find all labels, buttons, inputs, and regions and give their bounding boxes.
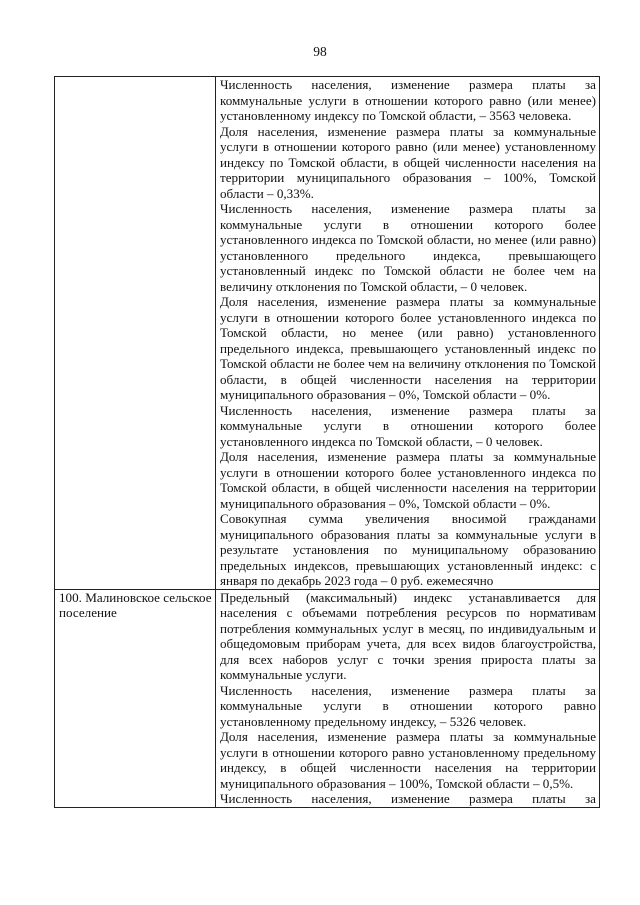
paragraph: Численность населения, изменение размера платы за коммунальные услуги в отношении которого равно установленному предельному индексу, – 5326 человек. xyxy=(220,682,596,729)
paragraph: Численность населения, изменение размера платы за коммунальные услуги в отношении которого более установленного индекса по Томской области, – 0 человек. xyxy=(220,402,596,449)
region-name-cell xyxy=(55,77,216,590)
document-table xyxy=(54,76,600,808)
paragraph: Доля населения, изменение размера платы за коммунальные услуги в отношении которого равно (или менее) установленному индексу по Томской области, в общей численности населения на территории муниципального образования – 100%, Томской области – 0,33%. xyxy=(220,123,596,201)
paragraph: Предельный (максимальный) индекс устанавливается для населения с объемами потребления ресурсов по нормативам потребления коммунальных услуг в месяц, по индивидуальным и общедомовым приборам учета, для всех видов благоустройства, для всех наборов услуг с точки зрения прироста платы за коммунальные услуги. xyxy=(220,589,596,682)
paragraph: Численность населения, изменение размера платы за коммунальные услуги в отношении которого более установленного индекса по Томской области, но менее (или равно) установленного предельного индекса, превышающего установленный индекс по Томской области не более чем на величину отклонения по Томской области, – 0 человек. xyxy=(220,201,596,294)
region-details-cell xyxy=(216,589,600,807)
table-row xyxy=(55,77,600,590)
paragraph: Доля населения, изменение размера платы за коммунальные услуги в отношении которого более установленного индекса по Томской области, в общей численности населения на территории муниципального образования – 0%, Томской области – 0%. xyxy=(220,449,596,511)
paragraph: Совокупная сумма увеличения вносимой гражданами муниципального образования платы за коммунальные услуги в результате установления по муниципальному образованию предельных индексов, превышающих установленный индекс: с января по декабрь 2023 года – 0 руб. ежемесячно xyxy=(220,511,596,588)
region-details-cell xyxy=(216,77,600,590)
page-number: 98 xyxy=(313,44,327,59)
paragraph: Доля населения, изменение размера платы за коммунальные услуги в отношении которого более установленного индекса по Томской области, но менее (или равно) установленного предельного индекса, превышающего установленный индекс по Томской области не более чем на величину отклонения по Томской области, в общей численности населения на территории муниципального образования – 0%, Томской области – 0%. xyxy=(220,294,596,402)
table-row xyxy=(55,589,600,807)
paragraph: Доля населения, изменение размера платы за коммунальные услуги в отношении которого равно установленному предельному индексу, в общей численности населения на территории муниципального образования – 100%, Томской области – 0,5%. xyxy=(220,729,596,791)
paragraph: Численность населения, изменение размера платы за коммунальные услуги в отношении которого равно (или менее) установленному индексу по Томской области, – 3563 человека. xyxy=(220,77,596,123)
paragraph: Численность населения, изменение размера платы за xyxy=(220,791,596,806)
region-name-cell: 100. Малиновское сельское поселение xyxy=(55,589,216,807)
